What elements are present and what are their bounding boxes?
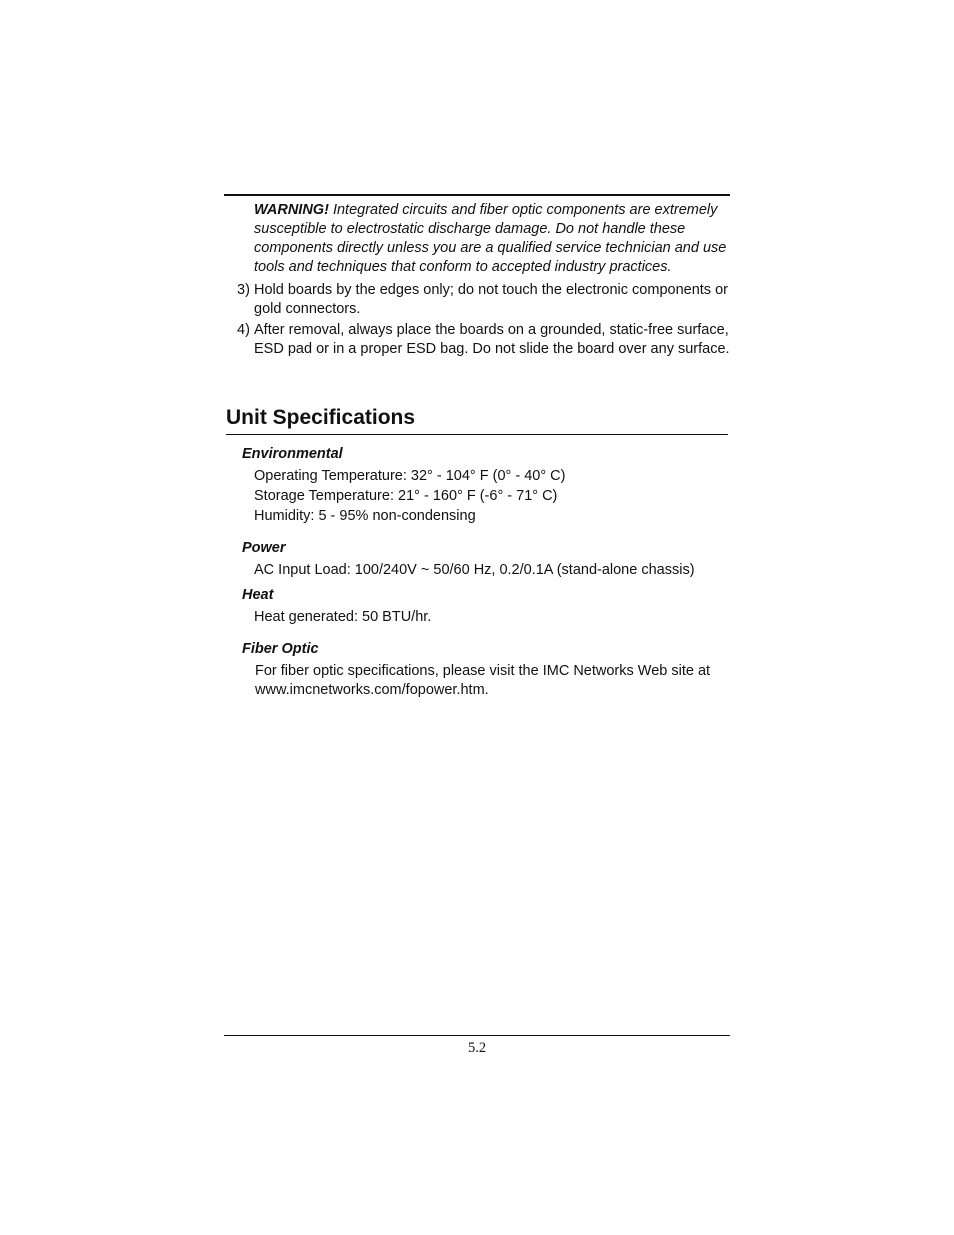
list-item-number: 4)	[237, 322, 250, 338]
list-item-text: Hold boards by the edges only; do not touch the electronic components or gold connectors.	[254, 282, 728, 317]
power-heading: Power	[242, 540, 286, 556]
top-rule	[224, 194, 730, 196]
page-number: 5.2	[467, 1040, 487, 1056]
section-title: Unit Specifications	[226, 404, 728, 435]
bottom-rule	[224, 1035, 730, 1036]
fiber-optic-text: For fiber optic specifications, please visit the IMC Networks Web site at www.imcnetworks.com/fopower.htm.	[255, 663, 711, 698]
fiber-optic-heading: Fiber Optic	[242, 641, 319, 657]
humidity: Humidity: 5 - 95% non-condensing	[254, 508, 476, 524]
heat-generated: Heat generated: 50 BTU/hr.	[254, 609, 432, 625]
environmental-heading: Environmental	[242, 446, 343, 462]
list-item	[237, 321, 731, 359]
operating-temperature: Operating Temperature: 32° - 104° F (0° - 40° C)	[254, 468, 566, 484]
warning-note	[254, 201, 730, 277]
ac-input-load: AC Input Load: 100/240V ~ 50/60 Hz, 0.2/0.1A (stand-alone chassis)	[254, 562, 695, 578]
heat-heading: Heat	[242, 587, 274, 603]
storage-temperature: Storage Temperature: 21° - 160° F (-6° - 71° C)	[254, 488, 558, 504]
list-item	[237, 281, 731, 319]
warning-label: WARNING!	[254, 202, 329, 218]
list-item-number: 3)	[237, 282, 250, 298]
list-item-text: After removal, always place the boards on a grounded, static-free surface, ESD pad or in a proper ESD bag. Do not slide the board over any surface.	[254, 322, 730, 357]
warning-text: Integrated circuits and fiber optic components are extremely susceptible to electrostatic discharge damage. Do not handle these components directly unless you are a qualified service technician and use tools and techniques that conform to accepted industry practices.	[254, 202, 727, 275]
